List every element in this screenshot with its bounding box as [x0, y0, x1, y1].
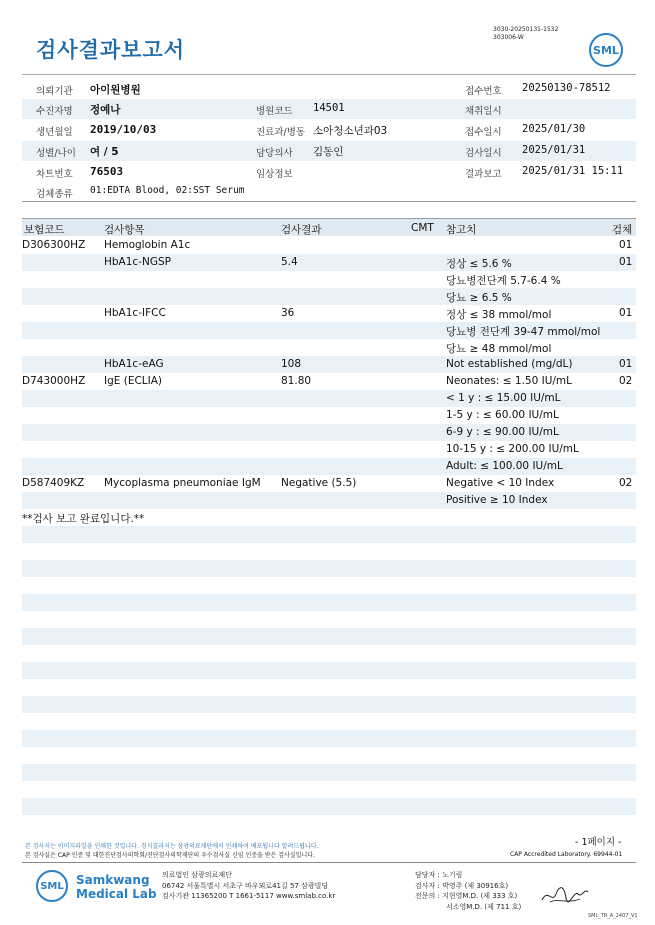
- row-reference: 당뇨병전단계 5.7-6.4 %: [446, 275, 561, 287]
- row-reference: < 1 y : ≤ 15.00 IU/mL: [446, 392, 561, 404]
- row-specimen: 02: [619, 375, 633, 387]
- handwritten-signature: [540, 882, 590, 908]
- signatory-2: 검사자 : 박영주 (제 30916호): [415, 881, 509, 890]
- empty-table-row: [22, 594, 636, 611]
- patient-label: 수진자명: [36, 106, 73, 117]
- empty-table-row: [22, 611, 636, 628]
- dept-label: 진료과/병동: [256, 127, 306, 138]
- info-row-5: [22, 162, 636, 182]
- empty-table-row: [22, 747, 636, 764]
- row-reference: Not established (mg/dL): [446, 358, 573, 370]
- row-specimen: 01: [619, 358, 633, 370]
- page-title: 검사결과보고서: [36, 38, 186, 62]
- print-notice: 본 검사지는 이미지파일을 인쇄한 것입니다. 정식결과지는 삼광의료재단에서 인쇄하여 배포됩니다 알려드립니다.: [25, 843, 319, 850]
- sex-age-label: 성별/나이: [36, 148, 76, 159]
- header-divider: [22, 74, 636, 75]
- table-row: [22, 373, 636, 390]
- accreditation-notice: 본 검사실은 CAP 인증 및 대한진단검사의학회/진단검사의학재단의 우수검사실 신임 인증을 받은 검사실입니다.: [25, 852, 315, 859]
- row-reference: Neonates: ≤ 1.50 IU/mL: [446, 375, 572, 387]
- table-row: [22, 237, 636, 254]
- col-header-reference: 참고치: [446, 224, 477, 236]
- table-row: [22, 492, 636, 509]
- page-number: - 1페이지 -: [575, 837, 622, 848]
- row-reference: 정상 ≤ 38 mmol/mol: [446, 309, 552, 321]
- row-reference: 당뇨 ≥ 48 mmol/mol: [446, 343, 552, 355]
- lab-address-line-3: 검사기관 11365200 T 1661-5117 www.smlab.co.kr: [162, 892, 336, 900]
- institution-label: 의뢰기관: [36, 86, 73, 97]
- document-code-line-1: 3030-20250131-1532: [493, 26, 559, 33]
- empty-table-row: [22, 645, 636, 662]
- info-row-1: [22, 79, 636, 99]
- col-header-cmt: CMT: [411, 222, 434, 234]
- table-row: [22, 254, 636, 271]
- row-test-item: HbA1c-eAG: [104, 358, 164, 370]
- table-row: [22, 339, 636, 356]
- row-reference: 당뇨병 전단계 39-47 mmol/mol: [446, 326, 601, 338]
- row-test-item: Hemoglobin A1c: [104, 239, 191, 251]
- lab-address-line-1: 의료법인 삼광의료재단: [162, 871, 232, 879]
- row-result: 5.4: [281, 256, 298, 268]
- table-row: [22, 305, 636, 322]
- row-specimen: 01: [619, 256, 633, 268]
- empty-table-row: [22, 730, 636, 747]
- document-code: [493, 26, 558, 42]
- hospital-code-label: 병원코드: [256, 106, 293, 117]
- footer-divider: [22, 862, 636, 863]
- doctor-label: 담당의사: [256, 148, 293, 159]
- row-result: 36: [281, 307, 295, 319]
- info-row-3: [22, 120, 636, 140]
- chart-value: 76503: [90, 165, 124, 178]
- row-result: Negative (5.5): [281, 477, 357, 489]
- receipt-date-value: 2025/01/30: [522, 123, 586, 135]
- dept-value: 소아청소년과03: [313, 125, 388, 137]
- row-reference: Positive ≥ 10 Index: [446, 494, 548, 506]
- row-test-item: Mycoplasma pneumoniae IgM: [104, 477, 261, 489]
- row-test-item: HbA1c-IFCC: [104, 307, 166, 319]
- clinical-label: 임상정보: [256, 169, 293, 180]
- row-reference: 정상 ≤ 5.6 %: [446, 258, 512, 270]
- receipt-no-label: 접수번호: [465, 86, 502, 97]
- row-code: D306300HZ: [22, 239, 86, 251]
- signatory-3: 전문의 : 지현영M.D. (제 333 호): [415, 892, 518, 900]
- patient-value: 정예나: [90, 104, 121, 116]
- table-row: [22, 271, 636, 288]
- sex-age-value: 여 / 5: [90, 146, 119, 158]
- info-row-2: [22, 99, 636, 119]
- row-specimen: 02: [619, 477, 633, 489]
- empty-table-row: [22, 781, 636, 798]
- form-version: SML_TR_A_2407_V1: [588, 913, 638, 919]
- specimen-label: 검체종류: [36, 189, 73, 200]
- empty-table-row: [22, 543, 636, 560]
- row-result: 81.80: [281, 375, 312, 387]
- row-test-item: HbA1c-NGSP: [104, 256, 171, 268]
- row-reference: 당뇨 ≥ 6.5 %: [446, 292, 512, 304]
- receipt-no-value: 20250130-78512: [522, 82, 611, 94]
- lab-address: [162, 870, 335, 902]
- row-test-item: IgE (ECLIA): [104, 375, 163, 387]
- row-code: D587409KZ: [22, 477, 85, 489]
- hospital-code-value: 14501: [313, 102, 345, 114]
- dob-label: 생년월일: [36, 127, 73, 138]
- empty-table-row: [22, 764, 636, 781]
- empty-table-row: [22, 526, 636, 543]
- row-specimen: 01: [619, 307, 633, 319]
- table-row: [22, 458, 636, 475]
- table-row: [22, 288, 636, 305]
- lab-name-line-1: Samkwang: [76, 873, 150, 887]
- col-header-item: 검사항목: [104, 224, 145, 236]
- results-table-header: [22, 218, 636, 236]
- cap-accreditation: CAP Accredited Laboratory. 69944-01: [510, 851, 623, 858]
- table-row: [22, 390, 636, 407]
- empty-table-row: [22, 662, 636, 679]
- col-header-result: 검사결과: [281, 224, 322, 236]
- row-reference: Adult: ≤ 100.00 IU/mL: [446, 460, 563, 472]
- empty-table-row: [22, 696, 636, 713]
- dob-value: 2019/10/03: [90, 123, 157, 136]
- table-row: [22, 424, 636, 441]
- table-row: [22, 509, 636, 526]
- empty-table-row: [22, 713, 636, 730]
- sml-logo: SML: [589, 33, 623, 67]
- table-row: [22, 322, 636, 339]
- empty-table-row: [22, 577, 636, 594]
- signatories: [415, 870, 521, 912]
- signatory-1: 담당자 : 노기림: [415, 871, 463, 879]
- empty-table-row: [22, 679, 636, 696]
- row-reference: Negative < 10 Index: [446, 477, 555, 489]
- signatory-4: 서소영M.D. (제 711 호): [446, 902, 522, 911]
- lab-name-line-2: Medical Lab: [76, 887, 157, 901]
- empty-table-row: [22, 798, 636, 815]
- test-date-label: 검사일시: [465, 148, 502, 159]
- table-row: [22, 407, 636, 424]
- table-row: [22, 475, 636, 492]
- report-date-label: 결과보고: [465, 169, 502, 180]
- col-header-specimen: 검체: [612, 224, 633, 236]
- row-code: D743000HZ: [22, 375, 86, 387]
- col-header-code: 보험코드: [24, 224, 65, 236]
- specimen-value: 01:EDTA Blood, 02:SST Serum: [90, 185, 245, 196]
- table-row: [22, 356, 636, 373]
- row-reference: 1-5 y : ≤ 60.00 IU/mL: [446, 409, 559, 421]
- footer-sml-logo: SML: [36, 870, 68, 902]
- doctor-value: 김동인: [313, 146, 344, 158]
- lab-name: [76, 873, 157, 901]
- row-result: 108: [281, 358, 302, 370]
- institution-value: 아이원병원: [90, 84, 141, 96]
- collect-date-label: 채취일시: [465, 106, 502, 117]
- row-reference: 10-15 y : ≤ 200.00 IU/mL: [446, 443, 579, 455]
- chart-label: 차트번호: [36, 169, 73, 180]
- info-row-6: [22, 182, 636, 202]
- info-row-4: [22, 141, 636, 161]
- lab-address-line-2: 06742 서울특별시 서초구 바우뫼로41길 57 삼광빌딩: [162, 881, 329, 890]
- receipt-date-label: 접수일시: [465, 127, 502, 138]
- test-date-value: 2025/01/31: [522, 144, 586, 156]
- row-code: **검사 보고 완료입니다.**: [22, 513, 145, 525]
- table-row: [22, 441, 636, 458]
- empty-table-row: [22, 560, 636, 577]
- empty-table-row: [22, 628, 636, 645]
- report-date-value: 2025/01/31 15:11: [522, 165, 624, 177]
- row-specimen: 01: [619, 239, 633, 251]
- row-reference: 6-9 y : ≤ 90.00 IU/mL: [446, 426, 559, 438]
- document-code-line-2: 303006-W: [493, 34, 524, 41]
